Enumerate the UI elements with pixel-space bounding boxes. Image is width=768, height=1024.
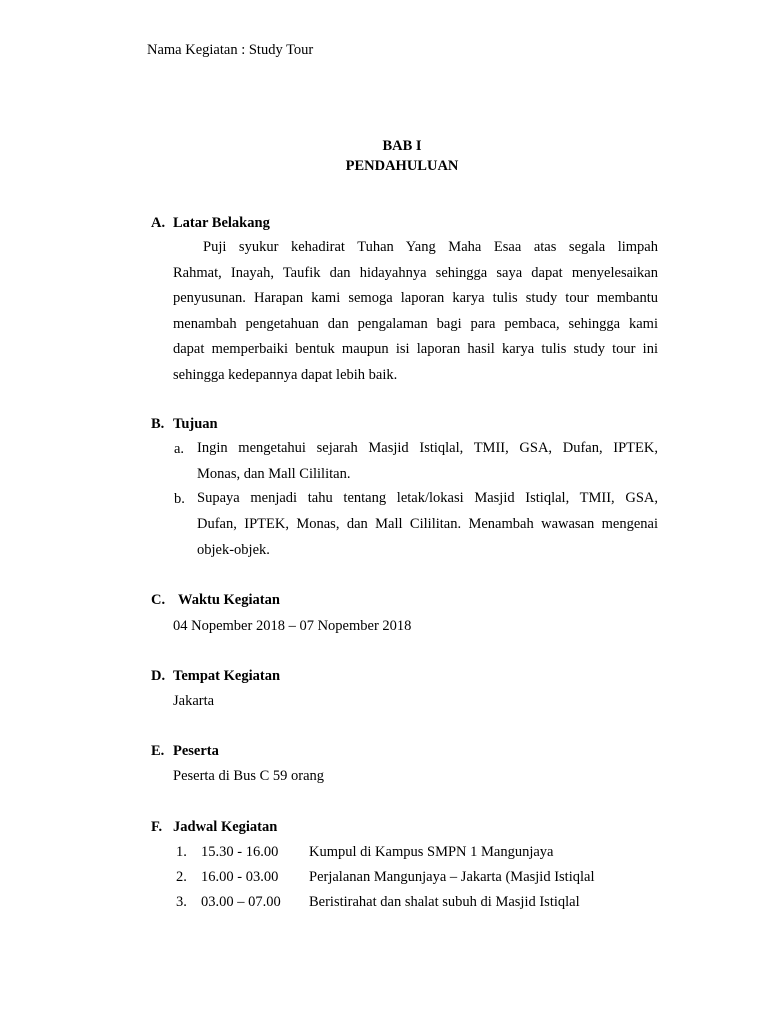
document-header: Nama Kegiatan : Study Tour: [147, 42, 314, 58]
list-item-line: Monas, dan Mall Cililitan.: [197, 465, 351, 482]
schedule-time: 16.00 - 03.00: [201, 869, 279, 885]
chapter-number: BAB I: [382, 138, 422, 154]
paragraph-line: Rahmat, Inayah, Taufik dan hidayahnya sehingga saya dapat menyelesaikan: [173, 264, 658, 281]
section-title: Peserta: [173, 743, 219, 759]
paragraph-line: menambah pengetahuan dan pengalaman bagi para pembaca, sehingga kami: [173, 315, 658, 332]
section-text: Jakarta: [173, 693, 215, 709]
section-letter: D.: [151, 668, 166, 684]
paragraph-line: sehingga kedepannya dapat lebih baik.: [173, 366, 398, 383]
list-item: [197, 486, 658, 563]
chapter-title: PENDAHULUAN: [345, 158, 459, 174]
schedule-number: 2.: [176, 869, 187, 885]
schedule-activity: Perjalanan Mangunjaya – Jakarta (Masjid Istiqlal: [309, 869, 595, 885]
list-item-letter: b.: [174, 491, 185, 507]
section-letter: B.: [151, 416, 165, 432]
schedule-number: 3.: [176, 894, 187, 910]
schedule-number: 1.: [176, 844, 187, 860]
list-item-letter: a.: [174, 441, 185, 457]
paragraph-line: penyusunan. Harapan kami semoga laporan karya tulis study tour membantu: [173, 290, 658, 307]
paragraph-line: dapat memperbaiki bentuk maupun isi laporan hasil karya tulis study tour ini: [173, 341, 658, 358]
list-item-line: Ingin mengetahui sejarah Masjid Istiqlal, TMII, GSA, Dufan, IPTEK,: [197, 440, 658, 456]
list-item-line: Dufan, IPTEK, Monas, dan Mall Cililitan. Menambah wawasan mengenai: [197, 515, 658, 532]
section-text: Peserta di Bus C 59 orang: [173, 768, 325, 784]
section-title: Tujuan: [173, 416, 218, 432]
section-title: Waktu Kegiatan: [178, 592, 280, 608]
list-item: [197, 436, 658, 488]
schedule-time: 03.00 – 07.00: [201, 894, 281, 910]
schedule-activity: Beristirahat dan shalat subuh di Masjid Istiqlal: [309, 894, 580, 910]
section-text: 04 Nopember 2018 – 07 Nopember 2018: [173, 618, 412, 634]
paragraph-line: Puji syukur kehadirat Tuhan Yang Maha Esaa atas segala limpah: [203, 239, 658, 255]
schedule-activity: Kumpul di Kampus SMPN 1 Mangunjaya: [309, 844, 554, 860]
section-letter: F.: [151, 819, 163, 835]
section-title: Jadwal Kegiatan: [173, 819, 278, 835]
list-item-line: objek-objek.: [197, 541, 270, 558]
section-title: Latar Belakang: [173, 215, 270, 231]
list-item-line: Supaya menjadi tahu tentang letak/lokasi Masjid Istiqlal, TMII, GSA,: [197, 490, 658, 506]
section-paragraph: [173, 235, 658, 389]
schedule-time: 15.30 - 16.00: [201, 844, 279, 860]
section-letter: C.: [151, 592, 166, 608]
section-letter: A.: [151, 215, 166, 231]
section-letter: E.: [151, 743, 165, 759]
section-title: Tempat Kegiatan: [173, 668, 281, 684]
